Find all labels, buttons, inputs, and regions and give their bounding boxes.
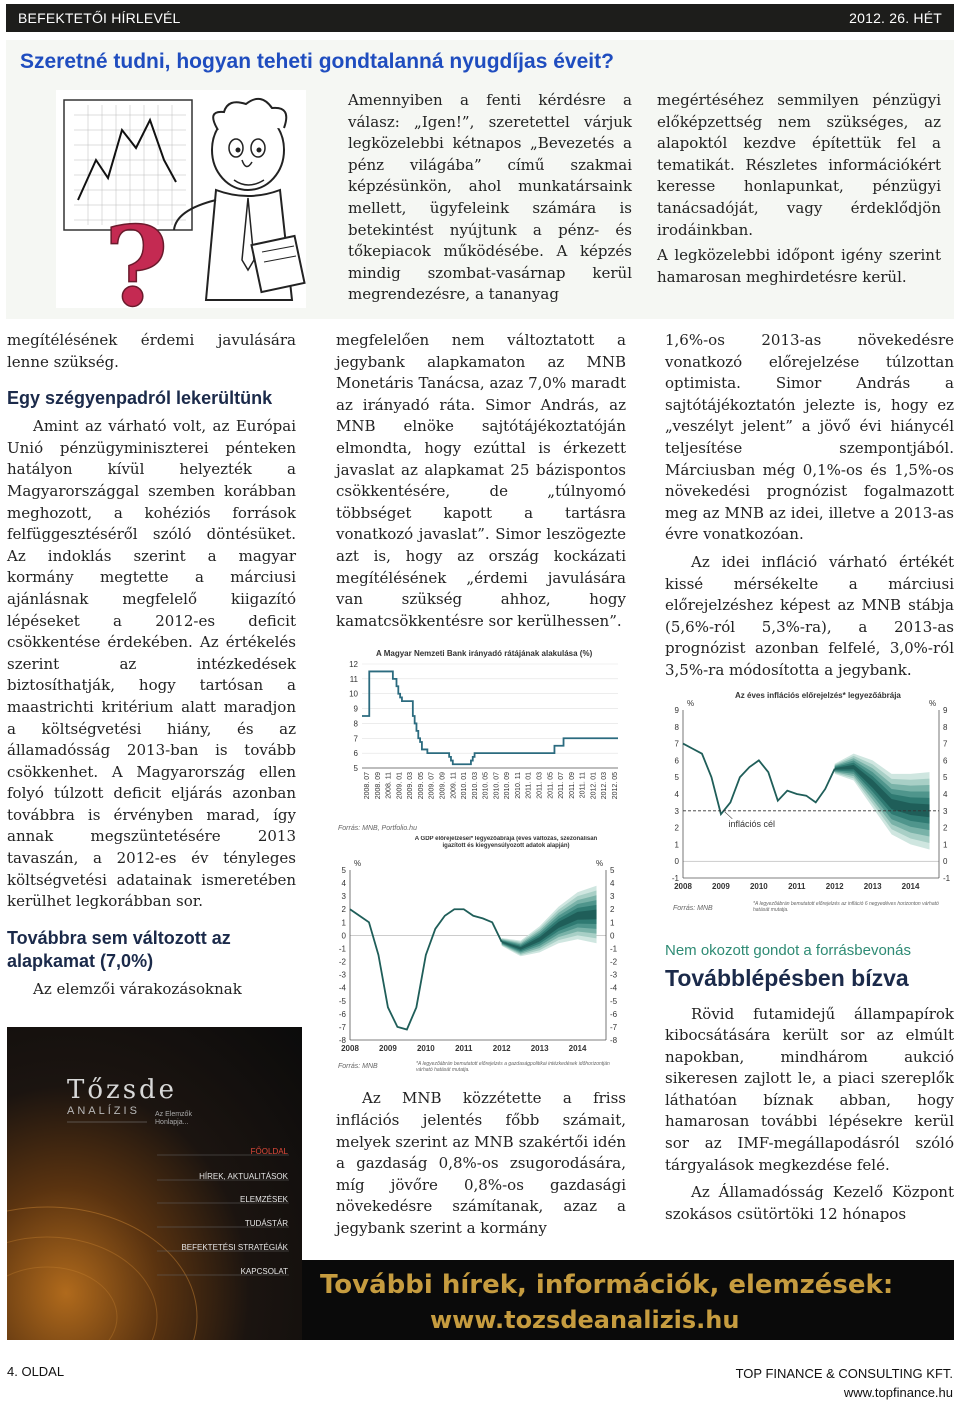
series-line-base-rate (362, 672, 618, 765)
x-tick-label: 2010. 01 (461, 772, 469, 800)
chart-rate-title: A Magyar Nemzeti Bank irányadó rátájának alakulása (%) (376, 649, 593, 659)
y-tick-label-right: 9 (943, 705, 948, 715)
y-tick-label-right: -7 (610, 1023, 618, 1033)
y-tick-label-right: 8 (943, 722, 948, 732)
x-tick-label: 2009 (712, 881, 730, 891)
y-tick-label-left: 5 (674, 772, 679, 782)
x-tick-label: 2010. 03 (471, 772, 479, 800)
col3-text-3: Rövid futamidejű állampapírok kibocsátására került sor az elmúlt napokban, mindhárom aukció sikeresen zajlott le, a piaci szereplők láthatóan bíznak abban, hogy hamarosan további lépésekre kerül sor az IMF-megállapodásról szóló tárgyalások megkezdése felé. (665, 1004, 954, 1174)
y-tick-label-left: -6 (338, 1010, 346, 1020)
ad-menu-news[interactable]: HÍREK, AKTUALITÁSOK (199, 1172, 288, 1181)
ad-menu-home[interactable]: FŐOLDAL (250, 1147, 288, 1156)
banner-url[interactable]: www.tozsdeanalizis.hu (430, 1306, 740, 1334)
y-unit-right: % (596, 859, 604, 869)
chart-rate-source: Forrás: MNB, Portfolio.hu (338, 825, 417, 833)
y-tick-label-left: 6 (674, 755, 679, 765)
chart-infl-source: Forrás: MNB (673, 904, 713, 912)
ad-menu-analyses[interactable]: ELEMZÉSEK (239, 1195, 288, 1204)
tozsdeanalizis-ad[interactable] (7, 1027, 302, 1340)
y-tick-label-left: 7 (674, 739, 679, 749)
x-tick-label: 2013 (530, 1044, 549, 1054)
y-tick-label-right: -5 (610, 997, 618, 1007)
y-tick-label: 6 (353, 749, 358, 759)
y-tick-label-right: 1 (610, 918, 615, 928)
headline-section (6, 40, 954, 319)
series-line-actual (683, 743, 835, 814)
y-tick-label-left: 5 (341, 866, 346, 876)
cartoon-illustration (56, 90, 306, 308)
x-tick-label: 2009. 11 (450, 772, 458, 800)
y-tick-label-right: 3 (943, 806, 948, 816)
y-tick-label-right: 5 (610, 866, 615, 876)
ad-tagline (155, 1111, 192, 1127)
x-tick-label: 2010 (416, 1044, 435, 1054)
column-1 (7, 330, 296, 1000)
col1-heading-2: Továbbra sem változott az alapkamat (7,0%) (7, 927, 231, 971)
chart-gdp-note: *A legyezőábrán bemutatott előrejelzés a gazdaságpolitikai intézkedések időhorizontján várható hatását mutatja. (416, 1061, 610, 1074)
banner-line-1: További hírek, információk, elemzések: (320, 1270, 894, 1300)
col3-text-4: Az Államadósság Kezelő Központ szokásos csütörtöki 12 hónapos (665, 1183, 954, 1223)
col1-text-0: megítélésének érdemi javulására lenne szükség. (7, 331, 296, 371)
x-tick-label: 2009. 05 (417, 772, 425, 800)
y-tick-label-left: -1 (338, 944, 346, 954)
chart-gdp-source: Forrás: MNB (338, 1063, 378, 1071)
x-tick-label: 2014 (901, 881, 920, 891)
y-tick-label-left: -3 (338, 970, 346, 980)
x-tick-label: 2009 (379, 1044, 397, 1054)
x-tick-label: 2013 (863, 881, 882, 891)
x-tick-label: 2009. 03 (407, 772, 415, 800)
newsletter-title: BEFEKTETŐI HÍRLEVÉL (18, 10, 181, 26)
y-tick-label-left: 1 (674, 839, 679, 849)
y-tick-label: 7 (353, 734, 358, 744)
chart-gdp-title: A GDP előrejelzései* legyezőábrája (éves változás, szezonálisan igazított és kiegyensúlyozott adatok alapján) (414, 836, 598, 850)
y-tick-label-left: 9 (674, 705, 679, 715)
chart-infl-title: Az éves inflációs előrejelzés* legyezőábrája (735, 690, 901, 700)
y-unit-left: % (687, 698, 695, 708)
y-tick-label-left: -7 (338, 1023, 346, 1033)
y-tick-label-left: 1 (341, 918, 346, 928)
company-url[interactable]: www.topfinance.hu (843, 1385, 953, 1400)
y-tick-label-left: -8 (338, 1036, 346, 1046)
y-tick-label: 10 (349, 690, 358, 700)
y-tick-label-left: -4 (338, 984, 346, 994)
y-tick-label-right: 6 (943, 755, 948, 765)
x-tick-label: 2009. 01 (396, 772, 404, 800)
x-tick-label: 2010. 05 (482, 772, 490, 800)
y-tick-label-left: -5 (338, 997, 346, 1007)
x-tick-label: 2012 (492, 1044, 511, 1054)
x-tick-label: 2012. 03 (601, 772, 609, 800)
annotation-arrow (725, 811, 733, 818)
y-tick-label-left: 2 (674, 823, 679, 833)
ad-menu-strategies[interactable]: BEFEKTETÉSI STRATÉGIÁK (181, 1243, 288, 1252)
x-tick-label: 2008. 07 (364, 772, 371, 800)
y-tick-label-left: 3 (341, 892, 346, 902)
x-tick-label: 2012. 01 (590, 772, 598, 800)
y-tick-label-right: 3 (610, 892, 615, 902)
y-tick-label-left: 0 (341, 931, 346, 941)
chart-infl-note: *A legyezőábrán bemutatott előrejelzés az infláció 6 negyedéves horizonton várható hatását mutatja. (753, 900, 939, 913)
headline-middle-text: Amennyiben a fenti kérdésre a válasz: „Igen!”, szeretettel várjuk legközelebbi kétnapos „Bevezetés a pénz világába” című szakmai képzésünkön, ahol munkatársaink mellett, ügyfeleink számára is betekintést nyújtunk a pénz- és tőkepiacok működésébe. A képzés mindig szombat-vasárnap kerül megrendezésre, a tananyag (348, 91, 632, 304)
x-tick-label: 2009. 07 (428, 772, 436, 800)
x-tick-label: 2011. 07 (558, 772, 566, 800)
col3-heading: Továbblépésben bízva (665, 964, 909, 991)
y-tick-label-right: 1 (943, 839, 948, 849)
x-tick-label: 2014 (568, 1044, 587, 1054)
y-tick-label-right: -4 (610, 984, 618, 994)
chart-gdp-fan (336, 836, 626, 1084)
y-tick-label-right: -2 (610, 957, 618, 967)
y-tick-label: 5 (353, 764, 358, 774)
x-tick-label: 2011. 05 (547, 772, 555, 800)
y-unit-left: % (354, 859, 362, 869)
x-tick-label: 2008 (341, 1044, 359, 1054)
issue-date: 2012. 26. HÉT (849, 10, 942, 26)
y-tick-label-right: 4 (610, 879, 615, 889)
y-tick-label-left: 3 (674, 806, 679, 816)
col3-text-2: Az idei infláció várható értékét kissé mérsékelte a márciusi előrejelzéshez képest az MNB stábja (5,6%-ról 5,3%-ra), a 2013-as prognózist azonban felfelé, 3,0%-ról 3,5%-ra módosította a jegybank. (665, 552, 954, 679)
y-tick-label: 9 (353, 704, 358, 714)
page-number: 4. OLDAL (7, 1364, 65, 1379)
headline-right-text-1: megértéséhez semmilyen pénzügyi előképzettség nem szükséges, az alapoktól kezdve építettük fel a tematikát. Részletes információkért keresse honlapunkat, pénzügyi tanácsadóját, vagy érdeklődjön irodáinkban. (657, 91, 941, 239)
y-tick-label-right: 2 (610, 905, 615, 915)
y-tick-label-right: 7 (943, 739, 948, 749)
x-tick-label: 2008. 11 (385, 772, 393, 800)
y-tick-label-right: -6 (610, 1010, 618, 1020)
x-tick-label: 2011. 09 (568, 772, 576, 800)
x-tick-label: 2010. 09 (504, 772, 512, 800)
x-tick-label: 2011. 03 (536, 772, 544, 800)
y-tick-label-right: 0 (610, 931, 615, 941)
x-tick-label: 2009. 09 (439, 772, 447, 800)
y-tick-label-right: 2 (943, 823, 948, 833)
y-tick-label-right: 4 (943, 789, 948, 799)
header-bar (6, 4, 954, 32)
y-tick-label-right: -8 (610, 1036, 618, 1046)
chart-base-rate (336, 646, 626, 834)
company-name: TOP FINANCE & CONSULTING KFT. (735, 1366, 953, 1381)
y-tick-label: 11 (349, 675, 358, 685)
y-tick-label-left: 0 (674, 856, 679, 866)
y-tick-label: 12 (349, 660, 358, 670)
column-3 (665, 330, 954, 1225)
y-tick-label-right: 0 (943, 856, 948, 866)
company-info (736, 1364, 953, 1402)
x-tick-label: 2011 (455, 1044, 473, 1054)
y-tick-label-left: 4 (341, 879, 346, 889)
headline-title: Szeretné tudni, hogyan teheti gondtalanná nyugdíjas éveit? (20, 50, 614, 73)
inflation-target-label: inflációs cél (728, 818, 776, 829)
x-tick-label: 2012. 05 (612, 772, 619, 800)
y-tick-label-right: -1 (610, 944, 618, 954)
column-2 (336, 330, 626, 1239)
col3-text-1: 1,6%-os 2013-as növekedésre vonatkozó előrejelzése túlzottan optimista. Simor András a sajtótájékoztatón jelezte is, hogy ez „veszélyt jelent” a jövő évi hiánycél teljesítése szempontjából. Márciusban még 0,1%-os és 1,5%-os növekedési prognózist fogalmazott meg az MNB az idei, illetve a 2013-as évre vonatkozóan. (665, 331, 954, 544)
headline-right-text-2: A legközelebbi időpont igény szerint hamarosan meghirdetésre kerül. (657, 246, 941, 286)
y-tick-label-left: 4 (674, 789, 679, 799)
x-tick-label: 2011. 01 (525, 772, 533, 800)
col1-heading-1: Egy szégyenpadról lekerültünk (7, 388, 273, 409)
y-tick-label-left: 8 (674, 722, 679, 732)
y-tick-label-right: -1 (943, 873, 951, 883)
x-tick-label: 2008 (674, 881, 692, 891)
ad-logo: Tőzsde (67, 1075, 178, 1105)
globe-icon (7, 1027, 302, 1340)
ad-logo-sub: ANALÍZIS (67, 1105, 140, 1117)
col1-text-2: Az elemzői várakozásoknak (33, 979, 242, 998)
ad-menu-contact[interactable]: KAPCSOLAT (240, 1267, 288, 1276)
y-unit-right: % (929, 698, 937, 708)
y-tick-label-right: 5 (943, 772, 948, 782)
x-tick-label: 2008. 09 (374, 772, 382, 800)
col1-text-1: Amint az várható volt, az Európai Unió pénzügyminiszterei pénteken hatályon kívül helyezték a Magyarországgal szemben korábban meghozott, a kohéziós források felfüggesztéséről szóló döntésüket. Az indoklás szerint a magyar kormány megtette a márciusi ajánlásnak megfelelő kiigazító lépéseket a 2012-es deficit csökkentése érdekében. Az értékelés szerint az intézkedések biztosíthatják, hogy tartósan a maastrichti kritérium alatt maradjon a költségvetési hiány, és az államadósság 2013-ban is tovább csökkenhet. A Magyarország ellen folyó túlzott deficit eljárás azonban továbbra is érvényben marad, így annak megszüntetésére 2013 tavaszán, a 2012-es év tényleges költségvetési adatainak ismeretében kerülhet legkorábban sor. (7, 417, 296, 911)
x-tick-label: 2012 (825, 881, 844, 891)
svg-text:?: ? (104, 202, 169, 308)
col2-text-1: megfelelően nem változtatott a jegybank alapkamaton az MNB Monetáris Tanácsa, azaz 7,0% maradt az irányadó ráta. Simor András, az MNB elnöke sajtótájékoztatóján elmondta, hogy ezúttal is érkezett javaslat az alapkamat 25 bázispontos csökkentésére, de „túlnyomó többséget kapott a tartásra vonatkozó javaslat”. Simor leszögezte azt is, hogy az ország kockázati megítélésének „érdemi javulására van szükség ahhoz, hogy kamatcsökkentésre sor kerülhessen”. (336, 331, 626, 630)
ad-menu-knowledge[interactable]: TUDÁSTÁR (244, 1219, 288, 1228)
y-tick-label: 8 (353, 719, 358, 729)
y-tick-label-left: 2 (341, 905, 346, 915)
ad-tagline-2: Honlapja... (155, 1119, 189, 1126)
y-tick-label-left: -1 (671, 873, 679, 883)
x-tick-label: 2010. 07 (493, 772, 501, 800)
col2-text-2: Az MNB közzétette a friss inflációs jelentés főbb számait, melyek szerint az MNB szakértői idén a gazdaság 0,8%-os zsugorodására, míg jövőre 0,8%-os gazdasági növekedésre számítanak, azaz a jegybank szerint a kormány (336, 1089, 626, 1237)
series-line-actual (350, 910, 502, 1030)
x-tick-label: 2010. 11 (514, 772, 522, 800)
website-banner[interactable] (302, 1260, 954, 1340)
x-tick-label: 2010 (749, 881, 768, 891)
x-tick-label: 2011. 11 (579, 772, 587, 799)
y-tick-label-right: -3 (610, 970, 618, 980)
chart-inflation-fan (665, 688, 954, 920)
col3-kicker: Nem okozott gondot a forrásbevonás (665, 941, 911, 959)
ad-tagline-1: Az Elemzők (155, 1111, 192, 1118)
x-tick-label: 2011 (788, 881, 806, 891)
y-tick-label-left: -2 (338, 957, 346, 967)
